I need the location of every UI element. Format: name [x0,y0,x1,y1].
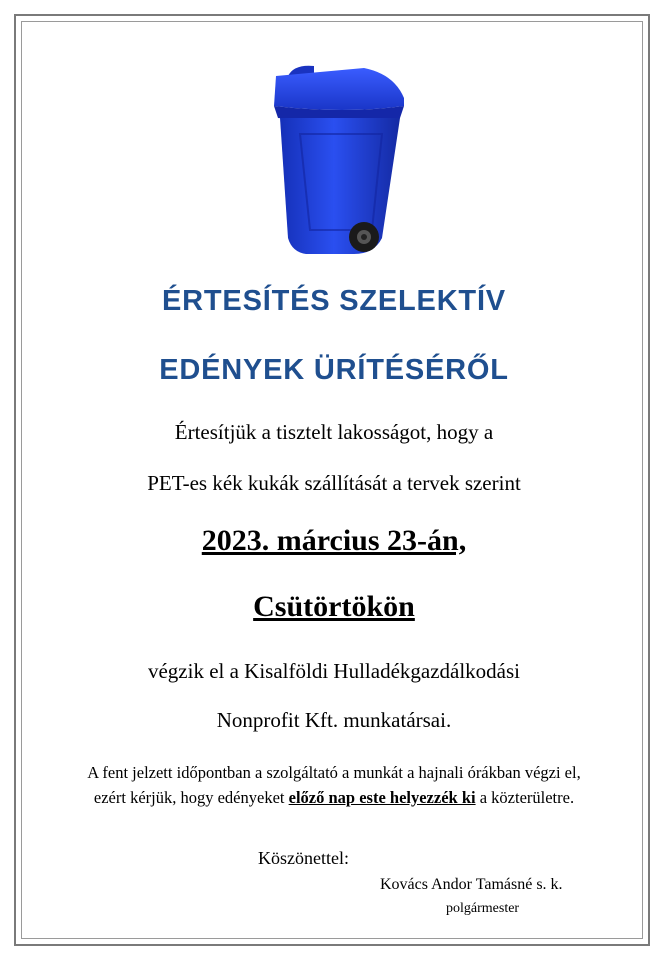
collection-date: 2023. március 23-án, [201,524,467,557]
closing-thanks: Köszönettel: [258,848,349,868]
wheelie-bin-icon [254,62,410,262]
body-line-2: Nonprofit Kft. munkatársai. [216,708,452,732]
intro-line-1: Értesítjük a tisztelt lakosságot, hogy a [174,420,494,444]
body-line-1: végzik el a Kisalföldi Hulladékgazdálkodási [147,659,521,683]
notice-line-1: A fent jelzett időpontban a szolgáltató a munkát a hajnali órákban végzi el, [87,763,581,782]
notice-emphasis: előző nap este helyezzék ki [288,788,476,807]
intro-line-2: PET-es kék kukák szállítását a tervek szerint [147,471,521,495]
notice-line-2-end: a közterületre. [475,788,575,807]
title-line-1: ÉRTESÍTÉS SZELEKTÍV [162,285,506,317]
notice-line-2 [0,788,668,808]
notice-line-2-start: ezért kérjük, hogy edényeket [93,788,289,807]
title-line-2: EDÉNYEK ÜRÍTÉSÉRŐL [159,354,509,386]
collection-weekday: Csütörtökön [253,590,415,623]
signer-name: Kovács Andor Tamásné s. k. [380,876,563,893]
signer-role: polgármester [446,901,520,916]
